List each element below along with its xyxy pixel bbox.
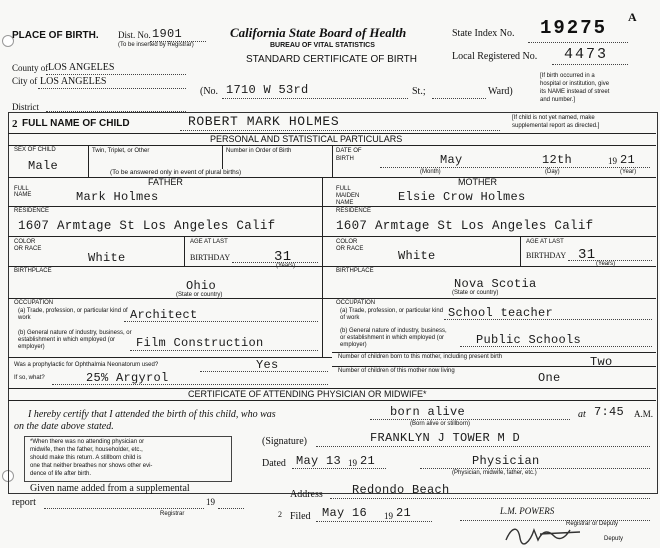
mother-residence-label: RESIDENCE xyxy=(336,208,372,214)
father-occ-b-label: (b) General nature of industry, business, or establishment in which employed (or employer) xyxy=(18,330,132,350)
dated-year-value: 21 xyxy=(360,454,376,468)
physician-value: Physician xyxy=(472,454,540,468)
city-value: LOS ANGELES xyxy=(40,76,107,87)
children-living-label: Number of children of this mother now living xyxy=(338,368,455,374)
father-years-note: (Years) xyxy=(276,263,296,269)
filed-label: Filed xyxy=(290,511,311,522)
children-born-label: Number of children born to this mother, including present birth xyxy=(338,354,503,360)
certificate-section-title: CERTIFICATE OF ATTENDING PHYSICIAN OR MIDWIFE* xyxy=(188,389,427,399)
dated-value: May 13 xyxy=(296,454,342,468)
given-registrar-note: Registrar xyxy=(160,511,185,517)
certify-text-2: on the date above stated. xyxy=(14,421,114,432)
hospital-note-3: its NAME instead of street xyxy=(540,89,610,95)
prophylactic-what-label: If so, what? xyxy=(14,375,45,381)
father-birthday-label: BIRTHDAY xyxy=(190,253,231,262)
prophylactic-what-value: 25% Argyrol xyxy=(86,371,169,385)
father-residence-label: RESIDENCE xyxy=(14,208,50,214)
state-index-suffix: A xyxy=(628,10,637,24)
mother-years-note: (Years) xyxy=(596,261,616,267)
local-registered-label: Local Registered No. xyxy=(452,51,538,62)
mother-color-value: White xyxy=(398,249,436,263)
birth-time-value: 7:45 xyxy=(594,405,625,419)
mother-occ-a-value: School teacher xyxy=(448,306,554,320)
time-suffix: A.M. xyxy=(634,409,654,419)
city-label: City of xyxy=(12,76,38,86)
state-index-value: 19275 xyxy=(540,17,608,39)
father-name-value: Mark Holmes xyxy=(76,190,159,204)
mother-occupation-label: OCCUPATION xyxy=(336,300,376,306)
father-occ-a-value: Architect xyxy=(130,308,198,322)
personal-section-title: PERSONAL AND STATISTICAL PARTICULARS xyxy=(210,134,403,144)
father-residence-value: 1607 Armtage St Los Angeles Calif xyxy=(18,219,276,233)
mother-age-label: AGE AT LAST xyxy=(526,239,564,245)
mother-birthday-label: BIRTHDAY xyxy=(526,251,567,260)
dated-label: Dated xyxy=(262,458,286,469)
month-note: (Month) xyxy=(420,169,441,175)
time-prefix: at xyxy=(578,409,586,420)
mother-birthplace-value: Nova Scotia xyxy=(454,277,537,291)
county-value: LOS ANGELES xyxy=(48,62,115,73)
deputy-label: Deputy xyxy=(604,536,624,542)
filed-year-prefix: 19 xyxy=(384,511,393,521)
father-birthplace-label: BIRTHPLACE xyxy=(14,268,52,274)
born-alive-note: (Born alive or stillborn) xyxy=(410,421,471,427)
mother-state-note: (State or country) xyxy=(452,290,499,296)
father-color-label: COLOR OR RACE xyxy=(14,239,42,252)
father-heading: FATHER xyxy=(148,177,183,187)
certificate-title: STANDARD CERTIFICATE OF BIRTH xyxy=(246,54,417,65)
mother-occ-a-label: (a) Trade, profession, or particular kind of work xyxy=(340,308,444,321)
mother-age-value: 31 xyxy=(578,247,596,263)
no-physician-note-1: *When there was no attending physician or xyxy=(30,439,145,445)
day-note: (Day) xyxy=(545,169,560,175)
father-name-label: FULL NAME xyxy=(14,186,32,198)
hospital-note-2: hospital or institution, give xyxy=(540,81,610,87)
twin-label: Twin, Triplet, or Other xyxy=(92,148,150,154)
father-age-label: AGE AT LAST xyxy=(190,239,228,245)
hospital-note-1: [If birth occurred in a xyxy=(540,73,595,79)
child-name-note-1: [If child is not yet named, make xyxy=(512,115,595,121)
father-occ-b-value: Film Construction xyxy=(136,336,264,350)
signature-label: (Signature) xyxy=(262,436,307,447)
mother-occ-b-value: Public Schools xyxy=(476,333,582,347)
mother-color-label: COLOR OR RACE xyxy=(336,239,364,252)
deputy-signature-scribble xyxy=(500,522,600,546)
filed-marker: 2 xyxy=(278,510,282,519)
children-born-value: Two xyxy=(590,355,613,369)
birth-day-value: 12th xyxy=(542,153,573,167)
birth-year-value: 21 xyxy=(620,153,636,167)
given-name-text-1: Given name added from a supplemental xyxy=(30,483,190,494)
father-color-value: White xyxy=(88,251,126,265)
sex-value: Male xyxy=(28,159,59,173)
sex-label: SEX OF CHILD xyxy=(14,147,56,153)
state-index-label: State Index No. xyxy=(452,28,515,39)
dist-no-label: Dist. No. xyxy=(118,30,151,40)
born-alive-value: born alive xyxy=(390,405,466,419)
address-value: Redondo Beach xyxy=(352,483,450,497)
mother-birthplace-label: BIRTHPLACE xyxy=(336,268,374,274)
place-of-birth-label: PLACE OF BIRTH. xyxy=(12,30,99,41)
birth-year-prefix: 19 xyxy=(608,156,617,166)
county-label: County of xyxy=(12,63,49,73)
signature-value: FRANKLYN J TOWER M D xyxy=(370,431,521,445)
filed-value: May 16 xyxy=(322,506,368,520)
child-number: 2 xyxy=(12,118,18,130)
father-state-note: (State or country) xyxy=(176,292,223,298)
street-address-value: 1710 W 53rd xyxy=(226,83,309,97)
dist-note: (To be inserted by Registrar) xyxy=(118,42,194,48)
local-registered-value: 4473 xyxy=(564,46,609,63)
board-title: California State Board of Health xyxy=(230,25,407,40)
given-year-prefix: 19 xyxy=(206,497,215,507)
date-of-birth-label: DATE OF BIRTH xyxy=(336,148,362,162)
prophylactic-answer: Yes xyxy=(256,358,279,372)
street-label: St.; xyxy=(412,86,426,97)
birth-month-value: May xyxy=(440,153,463,167)
mother-residence-value: 1607 Armtage St Los Angeles Calif xyxy=(336,219,594,233)
prophylactic-question: Was a prophylactic for Ophthalmia Neonatorum used? xyxy=(14,362,159,368)
registrar-or-deputy-note: Registrar or Deputy xyxy=(566,521,619,527)
no-physician-note-3: should make this return. A stillborn child is xyxy=(30,455,142,461)
mother-name-label: FULL MAIDEN NAME xyxy=(336,186,360,206)
no-physician-note-2: midwife, then the father, householder, etc., xyxy=(30,447,143,453)
mother-name-value: Elsie Crow Holmes xyxy=(398,190,526,204)
order-label: Number in Order of Birth xyxy=(226,148,292,154)
address-label: Address xyxy=(290,489,323,500)
district-label: District xyxy=(12,102,39,112)
hospital-note-4: and number.] xyxy=(540,97,576,103)
father-occupation-label: OCCUPATION xyxy=(14,300,54,306)
street-no-label: (No. xyxy=(200,86,219,97)
no-physician-note-5: dence of life after birth. xyxy=(30,471,92,477)
mother-occ-b-label: (b) General nature of industry, business, or establishment in which employed (or employer) xyxy=(340,328,447,348)
dist-no-value: 1901 xyxy=(152,27,183,41)
plural-births-note: (To be answered only in event of plural births) xyxy=(110,169,242,176)
mother-heading: MOTHER xyxy=(458,177,497,187)
physician-note: (Physician, midwife, father, etc.) xyxy=(452,470,537,476)
bureau-title: BUREAU OF VITAL STATISTICS xyxy=(270,42,375,49)
father-birthplace-value: Ohio xyxy=(186,279,217,293)
given-name-text-2: report xyxy=(12,497,36,508)
father-occ-a-label: (a) Trade, profession, or particular kind of work xyxy=(18,308,128,321)
child-name-note-2: supplemental report as directed.] xyxy=(512,123,600,129)
filed-year-value: 21 xyxy=(396,506,412,520)
year-note: (Year) xyxy=(620,169,637,175)
registrar-name: L.M. POWERS xyxy=(500,506,555,516)
certify-text-1: I hereby certify that I attended the birth of this child, who was xyxy=(28,409,276,420)
child-name-value: ROBERT MARK HOLMES xyxy=(188,114,340,129)
ward-label: Ward) xyxy=(488,86,513,97)
dated-year-prefix: 19 xyxy=(348,458,357,468)
no-physician-note-4: one that neither breathes nor shows other evi- xyxy=(30,463,153,469)
children-living-value: One xyxy=(538,371,561,385)
father-age-value: 31 xyxy=(274,249,292,265)
child-name-label: FULL NAME OF CHILD xyxy=(22,118,130,129)
